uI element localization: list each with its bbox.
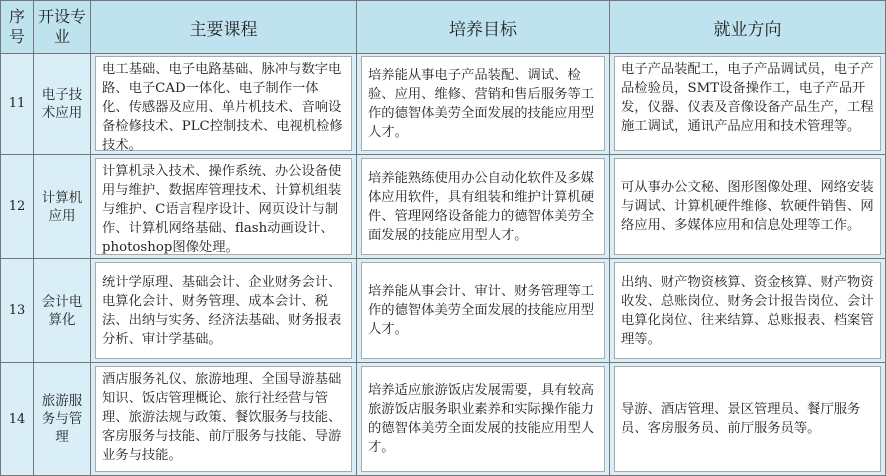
row-courses [91,155,357,259]
courses-text: 酒店服务礼仪、旅游地理、全国导游基础知识、饭店管理概论、旅行社经营与管理、旅游法规与政策、餐饮服务与技能、客房服务与技能、前厅服务与技能、导游业务与技能。 [95,366,352,472]
table-header-row [0,0,886,54]
career-text: 导游、酒店管理、景区管理员、餐厅服务员、客房服务员、前厅服务员等。 [614,366,881,472]
career-text: 可从事办公文秘、图形图像处理、网络安装与调试、计算机硬件维修、软硬件销售、网络应用、多媒体应用和信息处理等工作。 [614,158,881,255]
table-row [0,53,886,155]
row-major: 会计电算化 [34,259,91,363]
header-career: 就业方向 [610,1,886,54]
table-row [0,363,886,476]
goal-text: 培养能从事会计、审计、财务管理等工作的德智体美劳全面发展的技能应用型人才。 [361,262,605,359]
career-text: 出纳、财产物资核算、资金核算、财产物资收发、总账岗位、财务会计报告岗位、会计电算化岗位、往来结算、总账报表、档案管理等。 [614,262,881,359]
row-career [610,53,886,155]
row-seq: 13 [0,259,34,363]
row-career [610,363,886,476]
table-row [0,155,886,259]
courses-text: 电工基础、电子电路基础、脉冲与数字电路、电子CAD一体化、电子制作一体化、传感器及应用、单片机技术、音响设备检修技术、PLC控制技术、电视机检修技术。 [95,56,352,151]
row-seq: 12 [0,155,34,259]
table-row [0,259,886,363]
row-career [610,259,886,363]
row-seq: 11 [0,53,34,155]
row-goal [357,155,610,259]
row-goal [357,53,610,155]
row-courses [91,363,357,476]
row-seq: 14 [0,363,34,476]
header-goal: 培养目标 [357,1,610,54]
header-seq: 序号 [0,1,34,54]
courses-text: 统计学原理、基础会计、企业财务会计、电算化会计、财务管理、成本会计、税法、出纳与实务、经济法基础、财务报表分析、审计学基础。 [95,262,352,359]
row-major: 旅游服务与管理 [34,363,91,476]
career-text: 电子产品装配工，电子产品调试员，电子产品检验员，SMT设备操作工，电子产品开发，仪器、仪表及音像设备产品生产，工程施工调试，通讯产品应用和技术管理等。 [614,56,881,151]
header-courses: 主要课程 [91,1,357,54]
goal-text: 培养适应旅游饭店发展需要，具有较高旅游饭店服务职业素养和实际操作能力的德智体美劳全面发展的技能应用型人才。 [361,366,605,472]
row-major: 电子技术应用 [34,53,91,155]
row-courses [91,259,357,363]
goal-text: 培养能熟练使用办公自动化软件及多媒体应用软件，具有组装和维护计算机硬件、管理网络设备能力的德智体美劳全面发展的技能应用型人才。 [361,158,605,255]
row-goal [357,259,610,363]
row-career [610,155,886,259]
row-major: 计算机应用 [34,155,91,259]
row-courses [91,53,357,155]
courses-text: 计算机录入技术、操作系统、办公设备使用与维护、数据库管理技术、计算机组装与维护、C语言程序设计、网页设计与制作、计算机网络基础、flash动画设计、photoshop图像处理。 [95,158,352,255]
header-major: 开设专业 [34,1,91,54]
row-goal [357,363,610,476]
goal-text: 培养能从事电子产品装配、调试、检验、应用、维修、营销和售后服务等工作的德智体美劳全面发展的技能应用型人才。 [361,56,605,151]
